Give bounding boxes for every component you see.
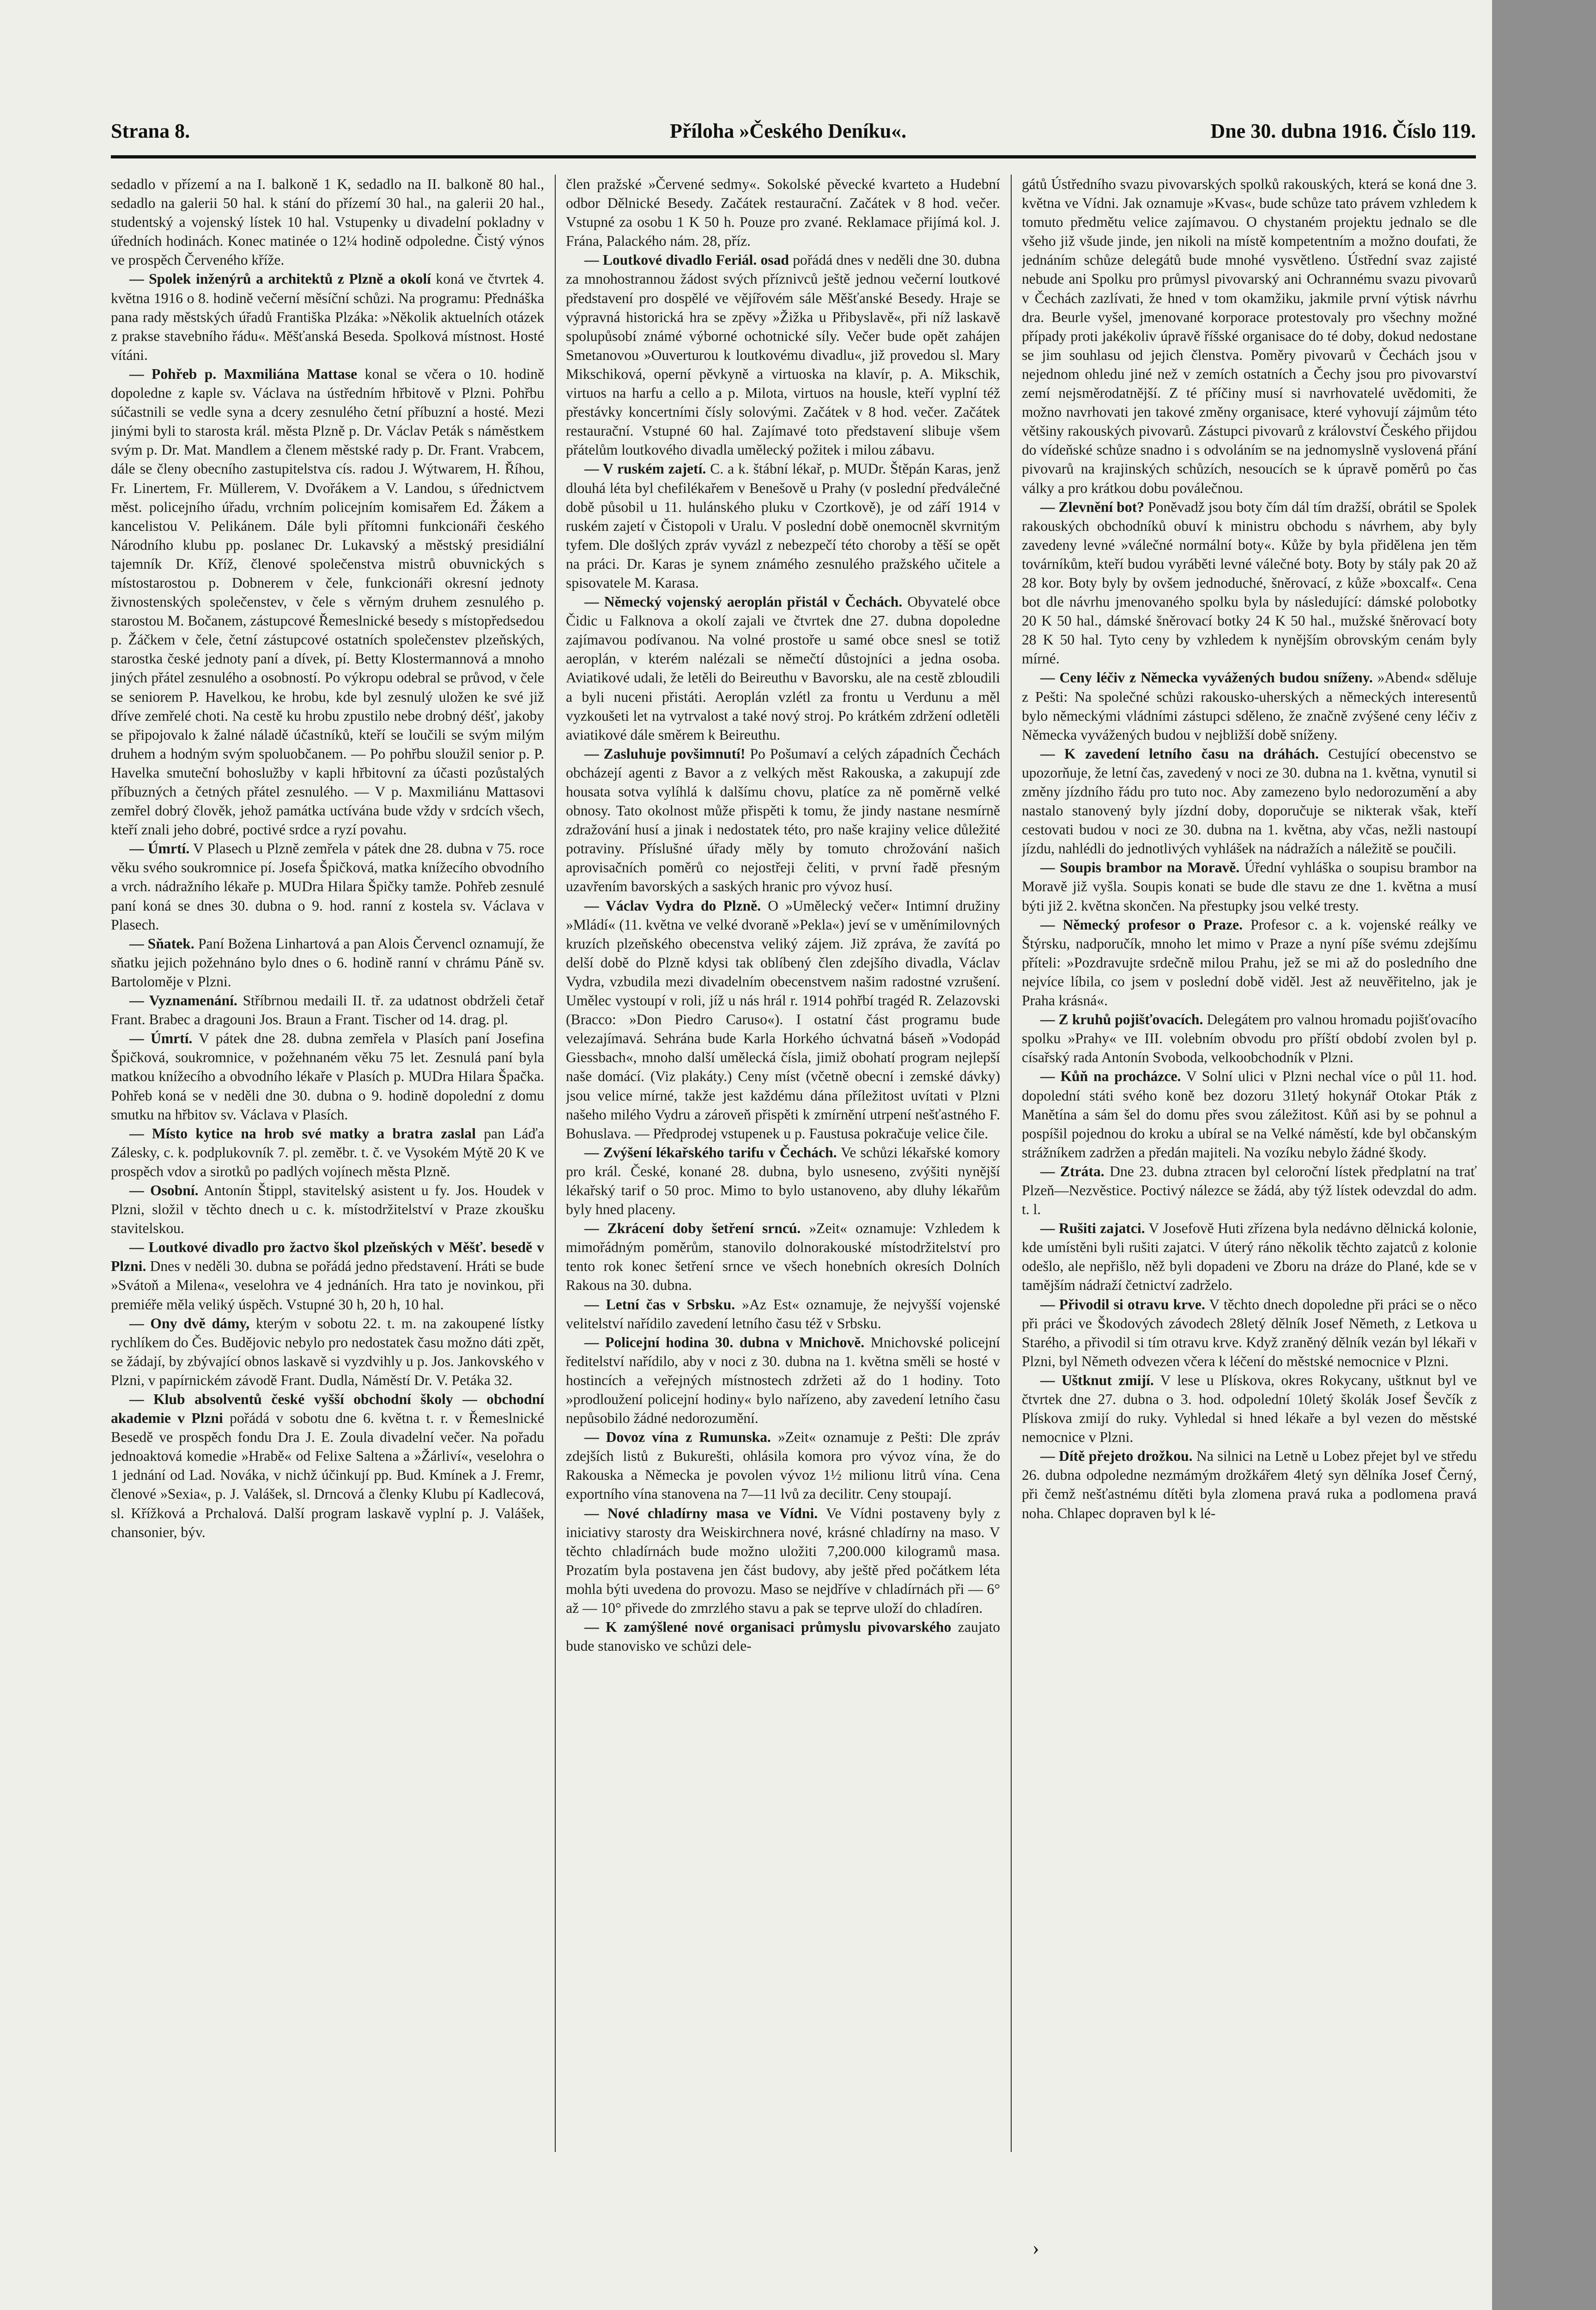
news-item-text: C. a k. štábní lékař, p. MUDr. Štěpán Karas, jenž dlouhá léta byl chefilékařem v Benešově u Prahy (v poslední předválečné době působil u 11. hulánského pluku v Czortkově), je od září 1914 v ruském zajetí v Čistopoli v Uralu. V poslední době onemocněl skvrnitým tyfem. Dle došlých zpráv vyvázl z nebezpečí této choroby a těší se opět na práci. Dr. Karas je synem známého zesnulého pražského učitele a spisovatele M. Karasa.: [566, 461, 1000, 591]
news-item-heading: — Osobní.: [129, 1182, 199, 1198]
news-item: [1022, 858, 1477, 915]
news-item-heading: — K zamýšlené nové organisaci průmyslu pivovarského: [584, 1619, 952, 1635]
news-item-heading: — Z kruhů pojišťovacích.: [1040, 1011, 1203, 1028]
news-item-heading: — Kůň na procházce.: [1040, 1068, 1181, 1085]
news-item: [566, 896, 1000, 1143]
news-item: [566, 175, 1000, 250]
news-item-text: Antonín Štippl, stavitelský asistent u fy. Jos. Houdek v Plzni, složil v těchto dnech u c. k. místodržitelství v Praze zkoušku stavitelskou.: [111, 1182, 544, 1237]
news-item: [1022, 915, 1477, 1010]
news-item-text: Úřední vyhláška o soupisu brambor na Moravě již vyšla. Soupis konati se bude dle stavu ze dne 1. května a musí býti již 2. května skončen. Na přestupky jsou velké tresty.: [1022, 859, 1477, 914]
footer-mark: ›: [1032, 2237, 1039, 2259]
news-item-text: Delegátem pro valnou hromadu pojišťovacího spolku »Prahy« ve III. volebním obvodu pro příští období zvolen byl p. císařský rada Antonín Svoboda, velkoobchodník v Plzni.: [1022, 1011, 1477, 1066]
news-item-heading: — Vyznamenání.: [129, 992, 237, 1009]
news-item-text: člen pražské »Červené sedmy«. Sokolské pěvecké kvarteto a Hudební odbor Dělnické Besedy. Začátek restaurační. Začátek v 8 hod. večer. Vstupné za osobu 1 K 50 h. Pouze pro zvané. Reklamace přijímá kol. J. Frána, Palackého nám. 28, příz.: [566, 176, 1000, 249]
news-item-text: Profesor c. a k. vojenské reálky ve Štýrsku, nadporučík, mnoho let mimo v Praze a nyní píše svému zdejšímu příteli: »Pozdravujte srdečně milou Prahu, jež se mi až do posledního dne nejvíce líbila, co jsem v poslední době viděl. Jest až neuvěřitelno, jak je Praha krásná«.: [1022, 916, 1477, 1009]
news-item-heading: — Místo kytice na hrob své matky a bratra zaslal: [129, 1125, 476, 1142]
article-column-3: [1022, 175, 1477, 2184]
news-item-text: sedadlo v přízemí a na I. balkoně 1 K, sedadlo na II. balkoně 80 hal., sedadlo na galerii 50 hal. k stání do přízemí 30 hal., na galerii 20 hal., studentský a vojenský lístek 10 hal. Vstupenky u divadelní pokladny v úředních hodinách. Konec matinée o 12¼ hodině odpoledne. Čistý výnos ve prospěch Červeného kříže.: [111, 176, 544, 268]
news-item: [566, 1295, 1000, 1333]
news-item-text: V Josefově Huti zřízena byla nedávno dělnická kolonie, kde umístěni byli rušiti zajatci. V úterý ráno několik těchto zajatců z kolonie odešlo, ale nepřišlo, něž byli dopadeni ve Zboru na dráze do Plané, kde se v tamějším nádraží četnictví zadrželo.: [1022, 1220, 1477, 1294]
news-item: [111, 1029, 544, 1124]
news-item: [1022, 668, 1477, 744]
column-divider: [1011, 175, 1012, 2152]
news-item-heading: — V ruském zajetí.: [584, 461, 706, 477]
news-item-heading: — Úmrtí.: [129, 840, 190, 857]
news-item-text: gátů Ústředního svazu pivovarských spolků rakouských, která se koná dne 3. května ve Vídni. Jak oznamuje »Kvas«, bude schůze tato právem vzhledem k tomuto předmětu velice zajímavou. O chystaném projektu jednalo se dle všeho již všude jinde, jen nikoli na místě kompetentním a možno doufati, že jednáním schůze delegátů bude mnohé vysvětleno. Ústřední svaz zajisté nebude ani Spolku pro průmysl pivovarský ani Ochrannému svazu pivovarů v Čechách zazlívati, že hned v tom okamžiku, jakmile první výtisk návrhu dra. Beurle vyšel, jmenované korporace protestovaly pro všechny možné případy proti jakékoliv úpravě říšské organisace do té doby, dokud nedostane se jim souhlasu od jejich členstva. Poměry pivovarů v Čechách jsou v nejednom ohledu jiné než v zemích ostatních a Čechy jsou pro pivovarství zemí nejsměrodatnější. Z té příčiny musí si navrhovatelé uvědomiti, že možno navrhovati jen takové změny organisace, které vyhovují zájmům této většiny rakouských pivovarů. Zástupci pivovarů z království Českého přijdou do vídeňské schůze snadno i s odvoláním se na jednomyslně vyslovená přání pivovarů na krajinských schůzích, nesoucích se k úpravě poměrů po čas války a pro krátkou dobu poválečnou.: [1022, 176, 1477, 496]
news-item-heading: — Přivodil si otravu krve.: [1040, 1296, 1205, 1313]
news-item-heading: — Uštknut zmijí.: [1040, 1372, 1154, 1388]
news-item-heading: — Loutkové divadlo Feriál. osad: [584, 252, 789, 268]
news-item: [1022, 744, 1477, 858]
news-item: [566, 592, 1000, 744]
news-item-text: »Abend« sděluje z Pešti: Na společné schůzi rakousko-uherských a německých interesentů bylo německými vládními zástupci sděleno, že značně zvýšené ceny léčiv z Německa vyvážených budou v nejbližší době sníženy.: [1022, 669, 1477, 743]
news-item: [111, 934, 544, 991]
news-item-heading: — Klub absolventů české vyšší obchodní školy — obchodní akademie v Plzni: [111, 1391, 544, 1427]
news-item: [566, 1219, 1000, 1295]
article-column-2: [566, 175, 1000, 2184]
news-item-text: Po Pošumaví a celých západních Čechách obcházejí agenti z Bavor a z velkých měst Rakouska, a zakupují zde housata sotva vylíhlá k dalšímu chovu, platíce za ně poměrně velké obnosy. Tato okolnost může přispěti k tomu, že jindy nastane nesmírně zdražování husí a jinak i nedostatek této, pro naše krajiny velice důležité potraviny. Příslušné úřady měly by tomuto chrožování našich aprovisačních poměrů co nejostřeji čeliti, v první řadě přesným uzavřením bavorských a saských hranic pro vývoz husí.: [566, 745, 1000, 895]
article-column-1: [111, 175, 544, 2184]
news-item-text: V pátek dne 28. dubna zemřela v Plasích paní Josefina Špičková, soukromnice, v požehnaném věku 75 let. Zesnulá paní byla matkou knížecího a obvodního lékaře v Plasích p. MUDra Hilara Špačka. Pohřeb koná se v neděli dne 30. dubna o 9. hodině dopolední z domu smutku na hřbitov sv. Václava v Plasích.: [111, 1030, 544, 1123]
news-item: [111, 1390, 544, 1542]
news-item-text: Paní Božena Linhartová a pan Alois Červencl oznamují, že sňatku jejich požehnáno bylo dnes o 6. hodině ranní v chrámu Páně sv. Bartoloměje v Plzni.: [111, 935, 544, 990]
news-item: [1022, 1219, 1477, 1295]
news-item-heading: — Sňatek.: [129, 935, 194, 952]
news-item: [111, 839, 544, 934]
news-item: [1022, 1010, 1477, 1067]
news-item-text: V Plasech u Plzně zemřela v pátek dne 28. dubna v 75. roce věku svého soukromnice pí. Josefa Špičková, matka knížecího obvodního a vrch. nádražního lékaře p. MUDra Hilara Špičky tamže. Pohřeb zesnulé paní koná se dnes 30. dubna o 9. hod. ranní z kostela sv. Václava v Plasech.: [111, 840, 544, 933]
news-item-text: Ve Vídni postaveny byly z iniciativy starosty dra Weiskirchnera nové, krásné chladírny na maso. V těchto chladírnách bude možno uložiti 7,200.000 kilogramů masa. Prozatím byla postavena jen část budovy, aby ještě před počátkem léta mohla býti uvedena do provozu. Maso se nejdříve v chladírnách při — 6° až — 10° přivede do zmrzlého stavu a pak se teprve uloží do chladíren.: [566, 1505, 1000, 1617]
news-item-heading: — Letní čas v Srbsku.: [584, 1296, 735, 1313]
news-item-text: pořádá v sobotu dne 6. května t. r. v Řemeslnické Besedě ve prospěch fondu Dra J. E. Zoula divadelní večer. Na pořadu jednoaktová komedie »Hrabě« od Felixe Saltena a »Žárliví«, veselohra o 1 jednání od Lad. Nováka, v nichž účinkují pp. Bud. Kmínek a J. Fremr, členové »Sexia«, p. J. Valášek, sl. Drncová a členky Klubu pí Kadlecová, sl. Křížková a Prchalová. Další program laskavě vyplní p. J. Valášek, chansonier, býv.: [111, 1410, 544, 1540]
news-item: [566, 459, 1000, 592]
column-divider: [555, 175, 556, 2152]
news-item-heading: — Rušiti zajatci.: [1040, 1220, 1145, 1237]
news-item: [1022, 1371, 1477, 1447]
news-item: [566, 1504, 1000, 1618]
news-item: [566, 1428, 1000, 1503]
news-item-heading: — Ceny léčiv z Německa vyvážených budou sníženy.: [1040, 669, 1373, 686]
header-rule: [111, 155, 1476, 158]
news-item-heading: — Zvýšení lékařského tarifu v Čechách.: [584, 1144, 837, 1161]
news-item-heading: — Soupis brambor na Moravě.: [1040, 859, 1240, 876]
news-item-text: Na silnici na Letně u Lobez přejet byl ve středu 26. dubna odpoledne nezmámým drožkářem 4letý syn dělníka Josef Černý, při čemž nešťastnému dítěti byla zlomena pravá ruka a podlomena pravá noha. Chlapec dopraven byl k lé-: [1022, 1448, 1477, 1521]
news-item-heading: — Zkrácení doby šetření srncú.: [584, 1220, 801, 1237]
news-item-heading: — K zavedení letního času na dráhách.: [1040, 745, 1319, 762]
news-item: [111, 991, 544, 1029]
news-item: [1022, 175, 1477, 498]
news-item-text: V lese u Plískova, okres Rokycany, uštknut byl ve čtvrtek dne 27. dubna o 3. hod. odpolední 10letý školák Josef Ševčík z Plískova zmijí do ruky. Vyhledal si hned lékaře a byl vezen do městské nemocnice v Plzni.: [1022, 1372, 1477, 1446]
news-item: [111, 269, 544, 364]
news-item-text: V Solní ulici v Plzni nechal více o půl 11. hod. dopolední státi svého koně bez dozoru 31letý hokynář Otokar Pták z Manětína a sám šel do domu přes svou záležitost. Kůň asi by se pohnul a pospíšil pojednou do kroku a ubíral se na Velké náměstí, kde byl občanským strážníkem zadržen a předán majiteli. Na vozíku nebylo žádné škody.: [1022, 1068, 1477, 1161]
news-item-text: Ve schůzi lékařské komory pro král. České, konané 28. dubna, bylo usneseno, zvýšiti nynější lékařský tarif o 50 proc. Mimo to bylo ustanoveno, aby dluhy lékařům byly hned placeny.: [566, 1144, 1000, 1218]
news-item-heading: — Spolek inženýrů a architektů z Plzně a okolí: [129, 271, 431, 287]
news-item-text: Obyvatelé obce Čidic u Falknova a okolí zajali ve čtvrtek dne 27. dubna dopoledne zajímavou podívanou. Na volné prostoře u samé obce snesl se totiž aeroplán, v kterém nalézali se němečtí důstojníci a jedna osoba. Aviatikové udali, že letěli do Beireuthu v Bavorsku, ale na cestě zbloudili a byli nuceni přistáti. Aeroplán vzlétl za frontu u Verdunu a měl vyzkoušeti let na vytrvalost a také nový stroj. Po krátkém zdržení odletěli aviatikové dále směrem k Beireuthu.: [566, 594, 1000, 743]
news-item: [1022, 1162, 1477, 1219]
news-item: [111, 1124, 544, 1181]
page-number: Strana 8.: [111, 120, 190, 142]
news-item: [111, 365, 544, 839]
scan-border: [1492, 0, 1596, 2310]
news-item-text: Poněvadž jsou boty čím dál tím dražší, obrátil se Spolek rakouských obchodníků obuví k ministru obchodu s návrhem, aby byly zavedeny levné »válečné normální boty«. Kůže by byla přidělena jen těm továrníkům, kteří budou vyráběti levné válečné boty. Boty by stály pak 20 až 28 kor. Boty byly by ovšem jednoduché, šněrovací, z kůže »boxcalf«. Cena bot dle návrhu jmenovaného spolku byla by následující: dámské polobotky 20 K 50 hal., dámské šněrovací botky 24 K 50 hal., mužské šněrovací boty 28 K 50 hal. Tyto ceny by vzhledem k nynějším obrovským cenám byly mírné.: [1022, 498, 1477, 667]
news-item-heading: — Policejní hodina 30. dubna v Mnichově.: [584, 1334, 865, 1350]
news-item: [111, 175, 544, 269]
page-header: [111, 119, 1476, 152]
news-item: [566, 744, 1000, 896]
news-item-heading: — Německý vojenský aeroplán přistál v Čechách.: [584, 594, 903, 610]
news-item-heading: — Nové chladírny masa ve Vídni.: [584, 1505, 818, 1521]
news-item: [111, 1181, 544, 1238]
news-item-text: kterým v sobotu 22. t. m. na zakoupené lístky rychlíkem do Čes. Budějovic nebylo pro nedostatek času možno dáti zpět, se žádají, by zbývající obnos laskavě si vyzdvihly u p. Jos. Jankovského v Plzni, v papírnickém závodě Frant. Dudla, Náměstí Dr. V. Petáka 32.: [111, 1315, 544, 1388]
news-item-text: Stříbrnou medaili II. tř. za udatnost obdrželi četař Frant. Brabec a dragouni Jos. Braun a Frant. Tischer od 14. drag. pl.: [111, 992, 544, 1028]
news-item: [566, 1617, 1000, 1655]
news-item: [1022, 1067, 1477, 1161]
news-item-heading: — Zlevnění bot?: [1040, 498, 1144, 515]
news-item-heading: — Pohřeb p. Maxmiliána Mattase: [129, 365, 358, 382]
news-item-heading: — Ony dvě dámy,: [129, 1315, 250, 1331]
news-item: [111, 1314, 544, 1390]
news-item: [1022, 1447, 1477, 1522]
issue-date-number: Dne 30. dubna 1916. Číslo 119.: [1210, 120, 1476, 142]
news-item-text: »Zeit« oznamuje: Vzhledem k mimořádným poměrům, stanovilo dolnorakouské místodržitelství pro tento rok konec šetření srnce ve všech honebních okresích Dolních Rakous na 30. dubna.: [566, 1220, 1000, 1294]
supplement-title: Příloha »Českého Deníku«.: [670, 120, 907, 142]
news-item: [1022, 498, 1477, 669]
news-item-heading: — Ztráta.: [1040, 1163, 1104, 1179]
news-item-text: V těchto dnech dopoledne při práci se o něco při práci ve Škodových závodech 28letý dělník Josef Němeth, z Letkova u Starého, a přivodil si tím otravu krve. Když zraněný dělník vezán byl lékaři v Plzni, byl Němeth odvezen včera k léčení do městské nemocnice v Plzni.: [1022, 1296, 1477, 1369]
news-item-text: Cestující obecenstvo se upozorňuje, že letní čas, zavedený v noci ze 30. dubna na 1. května, vynutil si změny jízdního řádu pro tuto noc. Aby zamezeno bylo nedorozumění a aby nastalo stanovený byly jízdní doby, doporučuje se nikterak však, kteří cestovati budou v noci ze 30. dubna na 1. května, aby včas, nežli nastoupí jízdu, nahlédli do jednotlivých vyhlášek na nádražích a náležitě se poučili.: [1022, 745, 1477, 857]
news-item-heading: — Dítě přejeto drožkou.: [1040, 1448, 1193, 1465]
news-item-text: Mnichovské policejní ředitelství nařídilo, aby v noci z 30. dubna na 1. května směli se hosté v hostincích a veřejných místnostech zdržeti až do 1 hodiny. Toto »prodloužení policejní hodiny« bylo nařízeno, aby zavedení letního času nepůsobilo žádné nedorozumění.: [566, 1334, 1000, 1427]
news-item-heading: — Dovoz vína z Rumunska.: [584, 1429, 771, 1446]
news-item-text: O »Umělecký večer« Intimní družiny »Mládí« (11. května ve velké dvoraně »Pekla«) jeví se v uměnímilovných kruzích plzeňského obecenstva veliký zájem. Již zpráva, že zavítá po delší době do Plzně kdysi tak oblíbený člen zdejšího divadla, Václav Vydra, vzbudila mezi divadelním obecenstvem našim radostné vzrušení. Umělec vystoupí v roli, jíž u nás hrál r. 1914 pohřbí tragéd R. Zelazovski (Bracco: »Don Piedro Caruso«). I ostatní část programu bude velezajímavá. Sehrána bude Karla Horkého úchvatná báseň »Vodopád Giessbach«, mnoho další umělecká čísla, jimiž obohatí program nejlepší naše domácí. (Viz plakáty.) Ceny míst (včetně obecní i zemské dávky) jsou velice mírné, takže jest každému dána příležitost uvítati v Plzni našeho milého Vydru a zároveň přispěti k zmírnění utrpení nešťastného F. Bohuslava. — Předprodej vstupenek u p. Faustusa pokračuje velice čile.: [566, 897, 1000, 1142]
news-item: [111, 1238, 544, 1313]
news-item-text: Dne 23. dubna ztracen byl celoroční lístek předplatní na trať Plzeň—Nezvěstice. Poctivý nálezce se žádá, aby týž lístek odevzdal do adm. t. l.: [1022, 1163, 1477, 1218]
news-item: [566, 1143, 1000, 1219]
news-item-heading: — Zasluhuje povšimnutí!: [584, 745, 746, 762]
news-item-text: konal se včera o 10. hodině dopoledne z kaple sv. Václava na ústředním hřbitově v Plzni. Pohřbu súčastnili se vedle syna a dcery zesnulého četní příbuzní a hosté. Mezi jinými byli to starosta král. města Plzně p. Dr. Václav Peták s náměstkem svým p. Dr. Mat. Mandlem a členem městské rady p. Dr. Frant. Vrabcem, dále se členy obecního zastupitelstva cís. radou J. Wýtwarem, H. Říhou, Fr. Linertem, Fr. Müllerem, V. Dvořákem a V. Landou, s úřednictvem měst. policejního úřadu, vrchním policejním komisařem Ed. Žákem a kancelistou V. Pelikánem. Dále byli přítomni funkcionáři českého Národního klubu pp. poslanec Dr. Lukavský a městský presidiální tajemník Dr. Kříž, členové společenstva mistrů obuvnických s místostarostou p. Dobnerem v čele, funkcionáři okresní jednoty živnostenských společenstev, v čele s věrným druhem zesnulého p. starostou M. Bočanem, zástupcové Řemeslnické besedy s místopředsedou p. Žáčkem v čele, četní zástupcové ostatních společenstev plzeňských, starostka české jednoty paní a dívek, pí. Betty Klostermannová a mnoho jiných přátel zesnulého a osobností. Po výkropu odebral se průvod, v čele se seniorem P. Havelkou, ke hrobu, kde byl zesnulý uložen ke své již dříve zemřelé choti. Na cestě ku hrobu zpustilo nebe drobný déšť, jakoby se připojovalo k žalné náladě účastníků, kteří se loučili se svým milým druhem a hodným svým spoluobčanem. — Po pohřbu sloužil senior p. P. Havelka smuteční bohoslužby v kapli hřbitovní za účasti pozůstalých příbuzných a četných přátel zesnulého. — V p. Maxmiliánu Mattasovi zemřel dobrý člověk, jehož památka uctívána bude vždy v srdcích všech, kteří znali jeho dobré, poctivé srdce a ryzí povahu.: [111, 365, 544, 838]
news-item-text: »Zeit« oznamuje z Pešti: Dle zpráv zdejších listů z Bukurešti, ohlásila komora pro vývoz vína, že do Rakouska a Německa je povolen vývoz 1½ milionu litrů vína. Cena exportního vína stanovena na 7—11 lvů za decilitr. Ceny stoupají.: [566, 1429, 1000, 1502]
news-item: [566, 1333, 1000, 1428]
news-item-text: zaujato bude stanovisko ve schůzi dele-: [566, 1619, 1000, 1654]
news-item-text: pořádá dnes v neděli dne 30. dubna za mnohostrannou žádost svých příznivců ještě jednou večerní loutkové představení pro dospělé ve vějířovém sále Měšťanské Besedy. Hraje se výpravná historická hra se zpěvy »Žižka u Přibyslavě«, při níž laskavě spolupůsobí známé výborné ochotnické síly. Večer bude opět zahájen Smetanovou »Ouverturou k loutkovému divadlu«, již provedou sl. Mary Mikschiková, operní pěvkyně a virtuoska na klavír, p. A. Mikschik, virtuos na harfu a cello a p. Milota, virtuos na housle, kteří vyplní též přestávky koncertními čísly solovými. Začátek v 8 hod. večer. Začátek restaurační. Vstupné 60 hal. Zajímavé toto představení slibuje všem přátelům loutkového divadla umělecký požitek i milou zábavu.: [566, 252, 1000, 458]
news-item-heading: — Loutkové divadlo pro žactvo škol plzeňských v Měšť. besedě v Plzni.: [111, 1239, 544, 1275]
news-item-text: Dnes v neděli 30. dubna se pořádá jedno představení. Hráti se bude »Svátoň a Milena«, veselohra ve 4 jednáních. Hra tato je novinkou, při premiéře měla veliký úspěch. Vstupné 30 h, 20 h, 10 hal.: [111, 1258, 544, 1313]
news-item-text: »Az Est« oznamuje, že nejvyšší vojenské velitelství nařídilo zavedení letního času též v Srbsku.: [566, 1296, 1000, 1331]
news-item-text: koná ve čtvrtek 4. května 1916 o 8. hodině večerní měsíční schůzi. Na programu: Přednáška pana rady městských úřadů Františka Plzáka: »Několik aktuelních otázek z prakse stavebního řádu«. Měšťanská Beseda. Spolková místnost. Hosté vítáni.: [111, 271, 544, 363]
news-item: [566, 250, 1000, 459]
news-item-heading: — Václav Vydra do Plzně.: [584, 897, 761, 914]
news-item-heading: — Německý profesor o Praze.: [1040, 916, 1243, 933]
news-item-text: pan Láďa Zálesky, c. k. podplukovník 7. pl. zeměbr. t. č. ve Vysokém Mýtě 20 K ve prospěch vdov a sirotků po padlých vojínech města Plzně.: [111, 1125, 544, 1179]
news-item: [1022, 1295, 1477, 1371]
news-item-heading: — Úmrtí.: [129, 1030, 193, 1047]
